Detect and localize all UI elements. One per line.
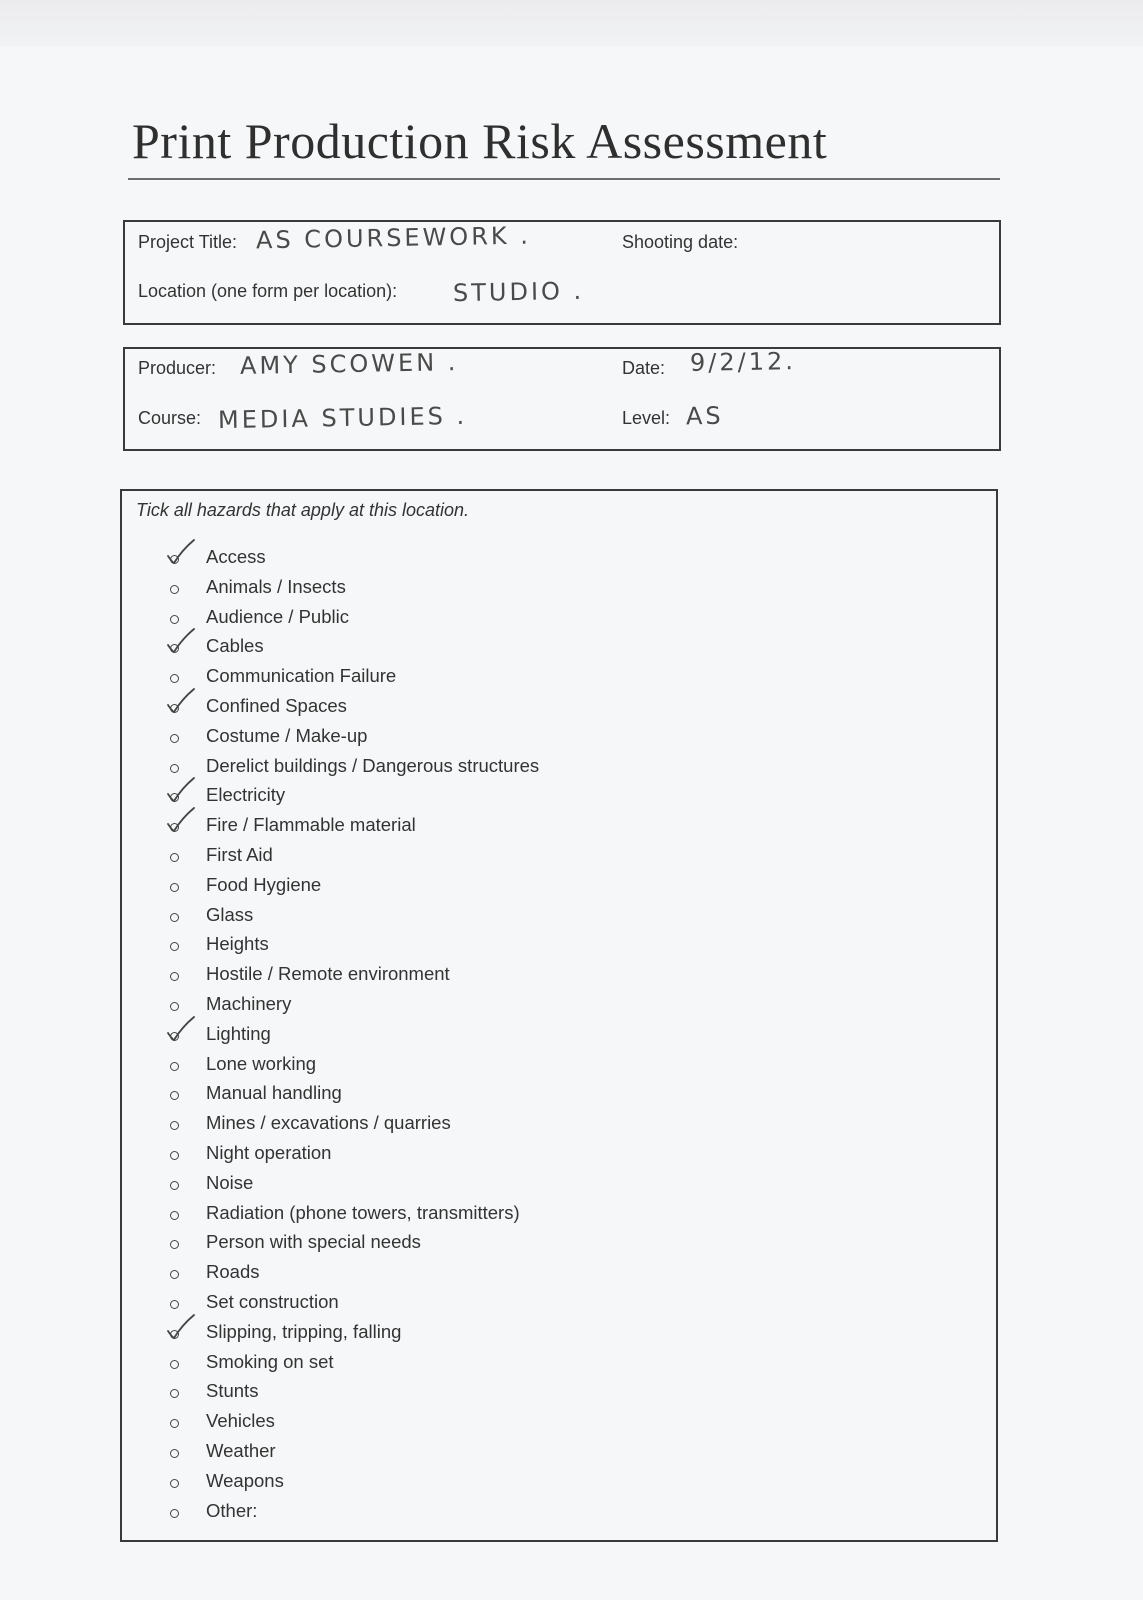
document-title: Print Production Risk Assessment — [132, 113, 828, 169]
radio-bullet-icon — [170, 585, 179, 594]
producer-value: AMY SCOWEN . — [239, 348, 459, 380]
hazard-label: Manual handling — [206, 1082, 342, 1104]
level-value: AS — [685, 401, 724, 431]
hazard-label: Person with special needs — [206, 1231, 421, 1253]
radio-bullet-icon — [170, 1449, 179, 1458]
handwritten-tick-icon — [164, 1013, 198, 1043]
radio-bullet-icon — [170, 883, 179, 892]
handwritten-tick-icon — [164, 1311, 198, 1341]
radio-bullet-icon — [170, 1181, 179, 1190]
project-title-value: AS COURSEWORK . — [255, 221, 532, 255]
hazard-label: Stunts — [206, 1380, 259, 1402]
radio-bullet-icon — [170, 1300, 179, 1309]
handwritten-tick-icon — [164, 536, 198, 566]
hazard-label: Vehicles — [206, 1410, 275, 1432]
hazard-label: Communication Failure — [206, 665, 397, 687]
radio-bullet-icon — [170, 853, 179, 862]
title-rule — [128, 178, 1000, 180]
hazard-label: Other: — [206, 1499, 258, 1521]
radio-bullet-icon — [170, 1062, 179, 1071]
hazard-label: Radiation (phone towers, transmitters) — [206, 1201, 520, 1223]
handwritten-tick-icon — [164, 625, 198, 655]
project-title-label: Project Title: — [138, 232, 238, 252]
hazard-label: Heights — [206, 933, 269, 955]
hazard-label: Weapons — [206, 1469, 284, 1491]
hazard-label: Derelict buildings / Dangerous structures — [206, 754, 540, 776]
hazard-label: Slipping, tripping, falling — [206, 1320, 402, 1342]
hazard-label: Lone working — [206, 1052, 317, 1074]
location-value: STUDIO . — [452, 276, 585, 308]
hazard-label: Set construction — [206, 1290, 339, 1312]
hazard-label: Costume / Make-up — [206, 724, 368, 746]
radio-bullet-icon — [170, 1509, 179, 1518]
location-label: Location (one form per location): — [138, 281, 398, 301]
hazard-label: First Aid — [206, 843, 273, 865]
radio-bullet-icon — [170, 1479, 179, 1488]
hazard-label: Mines / excavations / quarries — [206, 1112, 451, 1134]
hazard-label: Lighting — [206, 1022, 271, 1044]
hazard-label: Audience / Public — [206, 605, 349, 627]
hazard-label: Electricity — [206, 784, 286, 806]
scanner-edge — [0, 0, 1143, 47]
radio-bullet-icon — [170, 1211, 179, 1220]
producer-label: Producer: — [138, 358, 217, 378]
radio-bullet-icon — [170, 913, 179, 922]
radio-bullet-icon — [170, 734, 179, 743]
hazard-label: Night operation — [206, 1141, 332, 1163]
hazard-label: Machinery — [206, 992, 292, 1014]
handwritten-tick-icon — [164, 804, 198, 834]
hazard-label: Hostile / Remote environment — [206, 963, 450, 985]
hazard-label: Access — [206, 546, 266, 567]
radio-bullet-icon — [170, 1151, 179, 1160]
hazard-label: Animals / Insects — [206, 575, 346, 597]
radio-bullet-icon — [170, 1360, 179, 1369]
radio-bullet-icon — [170, 615, 179, 624]
hazard-label: Smoking on set — [206, 1350, 334, 1372]
course-value: MEDIA STUDIES . — [217, 401, 468, 435]
date-value: 9/2/12. — [689, 347, 797, 377]
hazard-label: Roads — [206, 1261, 260, 1283]
radio-bullet-icon — [170, 1002, 179, 1011]
hazard-label: Confined Spaces — [206, 694, 347, 716]
shooting-date-label: Shooting date: — [622, 232, 739, 252]
hazards-instruction: Tick all hazards that apply at this location. — [136, 500, 470, 520]
hazard-label: Food Hygiene — [206, 873, 322, 895]
radio-bullet-icon — [170, 764, 179, 773]
hazard-label: Cables — [206, 635, 264, 657]
project-details-box — [123, 220, 1001, 325]
hazard-label: Fire / Flammable material — [206, 814, 416, 836]
hazard-label: Weather — [206, 1439, 276, 1461]
handwritten-tick-icon — [164, 774, 198, 804]
date-label: Date: — [622, 358, 666, 378]
level-label: Level: — [622, 408, 671, 428]
hazard-label: Noise — [206, 1171, 254, 1193]
hazard-label: Glass — [206, 903, 254, 925]
course-label: Course: — [138, 408, 202, 428]
handwritten-tick-icon — [164, 685, 198, 715]
